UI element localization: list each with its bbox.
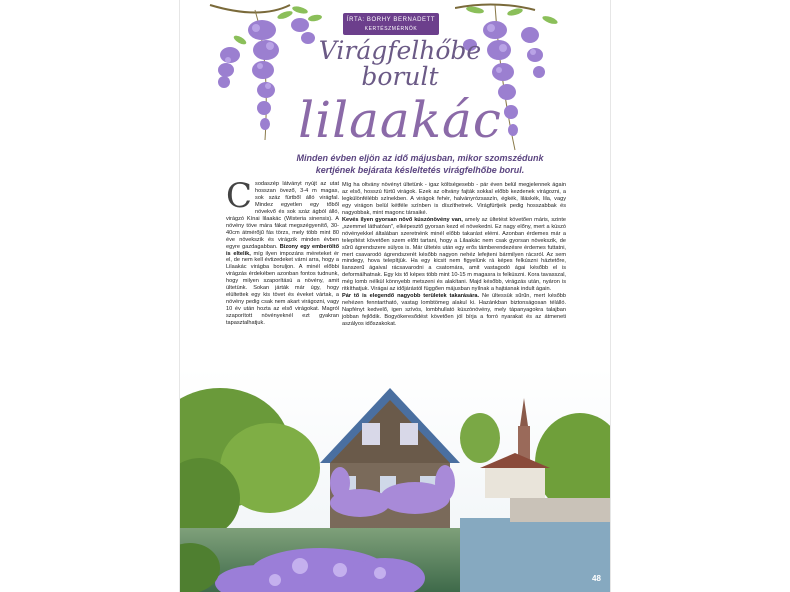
- drop-cap: C: [226, 176, 253, 216]
- article-column-2: [342, 182, 566, 328]
- author-title: KERTÉSZMÉRNÖK: [364, 26, 418, 32]
- title-line-1: Virágfelhőbe: [318, 36, 482, 65]
- page-number: 48: [592, 574, 601, 583]
- column2-bold-2: Pár tő is elegendő nagyobb területek takarására.: [342, 293, 480, 300]
- column1-paragraph-2: míg ilyen impozáns méreteket ér el, de nem kell évtizedeket várni arra, hogy a Lilaakác virágba boruljon. A minél előbbi virágzás érdekében azonban fontos tudnunk, hogy milyen szaporítású a növény, amit ültetünk. Sokan járták már úgy, hogy elültettek egy kis tövet és éveket vártak, a növény pedig csak nem akart virágozni, vagy 10 év után hozta az első virágokat. Magról szaporított növényeknél ezt gyakran tapasztalhatjuk.: [226, 250, 339, 327]
- column1-bold-1: Bizony egy emberöltő is eltelik,: [226, 243, 340, 257]
- column2-bold-1: Kevés ilyen gyorsan növő kúszónövény van,: [342, 216, 463, 223]
- column2-paragraph-1: Míg ha oltvány növényt ültetünk - igaz költségesebb - pár éven belül megjelennek ágain az első, hosszú fürtű virágok. Ezek az oltvány fajták sokkal előbb kezdenek virágozni, a legkülönfélébb színekben. A virágok fehér, halványrózsaszín, égkék, liláskék, lila, vagy egy virágon belül kétféle színben is díszíthetnek. Virágfürtjeik pedig hosszabbak és nagyobbak, mint magonc társaiké.: [342, 182, 566, 216]
- house-canal-photo: [180, 368, 610, 592]
- title-line-3: lilaakác: [298, 91, 502, 149]
- magazine-page: [180, 0, 610, 592]
- column1-intro: sodaszép látványt nyújt az utat hosszan övező, 3-4 m magas, sok száz fürtből álló virágfal. Mindez egyetlen egy tőből növekvő és sok száz ágból álló, virágzó Kínai lilaakác (Wisteria sinensis). A növény töve mára fákat megszégyenítő, 30-40cm átmérőjű fás törzs, mely több mint 80 éve növekszik és virágzik minden évben egyre gazdagabban.: [226, 181, 339, 250]
- lead-paragraph: Minden évben eljön az idő májusban, mikor szomszédunk kertjének bejárata késleltetés virágfelhőbe borul.: [296, 153, 544, 175]
- column2-paragraph-3: Ne ültessük sűrűn, mert később nehézen fenntartható, vastag lombtömeg alakul ki. Hazánkban biztonságosan télálló. Napfényt kedvelő, igen szívós, lombhullató kúszónövény, mely tápanyagokra talajban jobban fejlődik. Bogyókeresődést követően jól bírja a forró nyarakat és az átmeneti aszályos időszakokat.: [342, 293, 566, 328]
- author-badge: [343, 13, 439, 35]
- article-column-1: [226, 176, 340, 327]
- author-name: ÍRTA: BORHY BERNADETT: [346, 17, 436, 23]
- column2-paragraph-2: amely az ültetést követően máris, szinte „szemmel láthatóan", elképesztő gyorsan kezd el növekedni. Ez nagy előny, mert a kúszó növényekkel általában szeretnénk minél előbb takarást elérni. Azonban érdemes már a telepítést követően szem előtt tartani, hogy a Lilaakác nem csak gyorsan növekszik, de sűrű ágrendszere súlyos is. Már ültetés után egy erős támberendezésre érdemes futtatni, mert csavarodó ágrendszerét később nagyon nehéz lefejteni bármilyen rácsról. Az sem mindegy, hova telepítjük. Ha egy kicsit nem figyelünk rá képes felkúszni háztetőre, lianszerű ágaival rácsavarodni a csatornára, amit vastagodó ágai később el is deformálhatnak. Egy kis tő képes több mint 10-15 m magasra is felkúszni. Kora tavasszal, még lomb nélkül könnyebb metszeni és alakítani. Majd később, virágzás után, nyáron is ritkíthatjuk. Virágai az időjárástól függően májusban nyílnak a hajtásnak indult ágain.: [342, 216, 566, 293]
- title-line-2: borult: [361, 62, 439, 91]
